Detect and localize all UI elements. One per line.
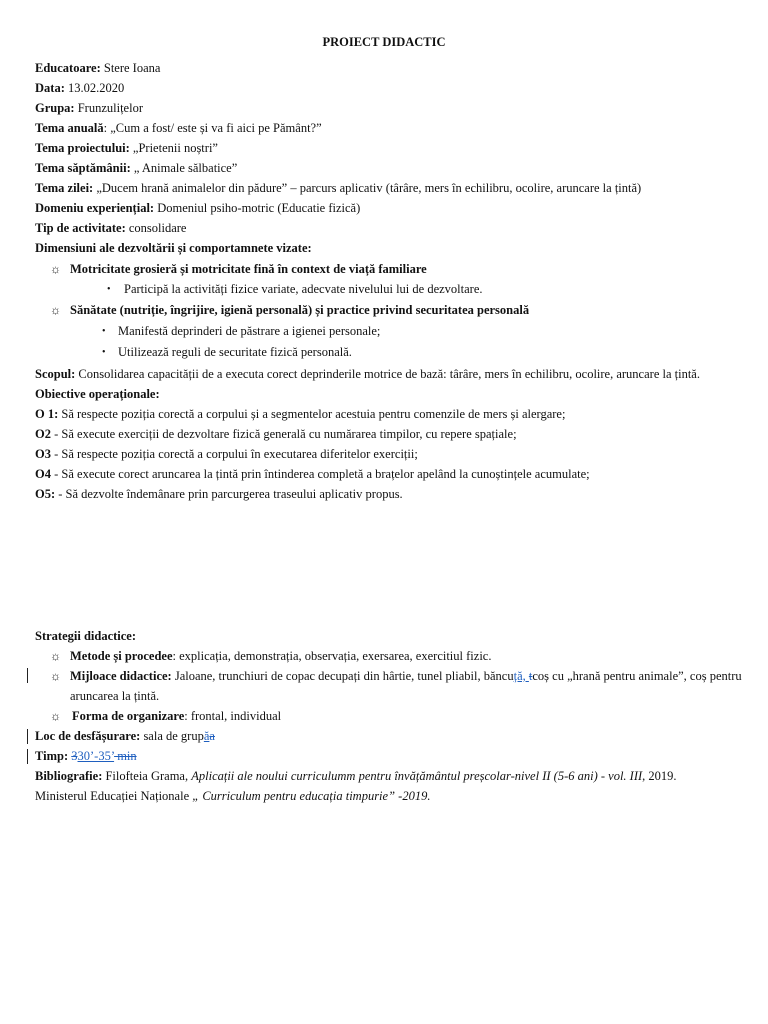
metode-value: : explicația, demonstrația, observația, exersarea, exercitiul fizic.	[172, 649, 492, 663]
obiectiv-code: O3	[35, 447, 51, 461]
tema-saptamana-label: Tema săptămânii:	[35, 161, 131, 175]
scop-label: Scopul:	[35, 367, 76, 381]
domeniu-label: Domeniu experiențial:	[35, 201, 155, 215]
deleted-text: t	[528, 669, 533, 683]
obiectiv-code: O5:	[35, 487, 56, 501]
domeniu-line	[35, 200, 745, 216]
sun-bullet-icon: ☼	[50, 709, 61, 723]
obiectiv-code: O2	[35, 427, 51, 441]
document-title: PROIECT DIDACTIC	[322, 35, 446, 49]
obiectiv-text: Să respecte poziția corectă a corpului și a segmentelor acestuia pentru comenzile de mers și alergare;	[58, 407, 566, 421]
inserted-text: 30	[77, 749, 90, 763]
data-line	[35, 80, 745, 96]
mijloace-line	[70, 668, 742, 684]
sun-bullet-icon: ☼	[50, 649, 61, 663]
bullet-icon: •	[102, 347, 106, 358]
data-label: Data:	[35, 81, 65, 95]
obiective-heading: Obiective operaționale:	[35, 387, 160, 401]
inserted-text: ’-35’	[90, 749, 115, 763]
tema-proiect-line	[35, 140, 745, 156]
mijloace-value: coș cu „hrană pentru animale”, coș pentru	[532, 669, 742, 683]
educatoare-label: Educatoare:	[35, 61, 101, 75]
data-value: 13.02.2020	[64, 81, 125, 95]
obiectiv-text: - Să execute exerciții de dezvoltare fizică generală cu numărarea timpilor, cu repere spațiale;	[50, 427, 517, 441]
dimensiuni-heading: Dimensiuni ale dezvoltării și comportamnete vizate:	[35, 241, 312, 255]
tema-saptamana-value: „ Animale sălbatice”	[130, 161, 238, 175]
mijloace-continuation: aruncarea la țintă.	[70, 689, 160, 703]
dimensiune-bullet-2-2: Utilizează reguli de securitate fizică personală.	[118, 345, 352, 359]
obiectiv-line	[35, 486, 745, 502]
metode-line	[70, 648, 491, 664]
obiectiv-line	[35, 426, 745, 442]
tema-anuala-label: Tema anuală	[35, 121, 104, 135]
deleted-text: min	[114, 749, 137, 763]
obiectiv-line	[35, 406, 745, 422]
obiectiv-text: - Să dezvolte îndemânare prin parcurgerea traseului aplicativ propus.	[55, 487, 403, 501]
bibliografie-author: Ministerul Educației Naționale	[35, 789, 193, 803]
tema-zilei-line	[35, 180, 745, 196]
bibliografie-label: Bibliografie:	[35, 769, 103, 783]
loc-value: sala de grup	[140, 729, 204, 743]
tema-proiect-value: „Prietenii noștri”	[129, 141, 218, 155]
educatoare-value: Stere Ioana	[100, 61, 161, 75]
domeniu-value: Domeniul psiho-motric (Educatie fizică)	[154, 201, 361, 215]
dimensiune-label-1: Motricitate grosieră și motricitate fină în context de viață familiare	[70, 262, 427, 276]
inserted-text: ță,	[513, 669, 529, 683]
scop-value: Consolidarea capacității de a executa corect deprinderile motrice de bază: târâre, mers în echilibru, ocolire, aruncare la țintă.	[75, 367, 700, 381]
obiectiv-code: O4	[35, 467, 51, 481]
obiectiv-line	[35, 466, 745, 482]
grupa-line	[35, 100, 745, 116]
tema-proiect-label: Tema proiectului:	[35, 141, 130, 155]
bibliografie-title: Aplicații ale noului curriculumm pentru învățământul preșcolar-nivel II (5-6 ani) - vol. III	[191, 769, 643, 783]
bibliografie-value: Filofteia Grama,	[102, 769, 192, 783]
loc-label: Loc de desfășurare:	[35, 729, 141, 743]
timp-line	[35, 748, 745, 764]
strategii-heading: Strategii didactice:	[35, 629, 137, 643]
timp-label: Timp:	[35, 749, 69, 763]
sun-bullet-icon: ☼	[50, 669, 61, 683]
tema-anuala-value: : „Cum a fost/ este și va fi aici pe Pământ?”	[103, 121, 322, 135]
tema-saptamana-line	[35, 160, 745, 176]
scop-line	[35, 366, 745, 382]
bullet-icon: •	[107, 284, 111, 295]
dimensiune-label-2: Sănătate (nutriție, îngrijire, igienă personală) și practice privind securitatea personală	[70, 303, 530, 317]
forma-value: : frontal, individual	[184, 709, 282, 723]
loc-line	[35, 728, 745, 744]
bibliografie-value: , 2019.	[642, 769, 677, 783]
tema-zilei-value: „Ducem hrană animalelor din pădure” – parcurs aplicativ (târâre, mers în echilibru, ocolire, aruncare la țintă)	[93, 181, 642, 195]
metode-label: Metode și procedee	[70, 649, 173, 663]
revision-change-bar	[27, 668, 28, 683]
deleted-text: a	[209, 729, 215, 743]
bibliografie-line	[35, 768, 745, 784]
tip-activitate-value: consolidare	[125, 221, 187, 235]
obiectiv-text: - Să execute corect aruncarea la țintă prin întinderea completă a brațelor apelând la cunoștințele acumulate;	[50, 467, 590, 481]
revision-change-bar	[27, 729, 28, 744]
mijloace-value: Jaloane, trunchiuri de copac decupați din hârtie, tunel pliabil, băncu	[171, 669, 514, 683]
bullet-icon: •	[102, 326, 106, 337]
dimensiune-bullet-2-1: Manifestă deprinderi de păstrare a igienei personale;	[118, 324, 381, 338]
tema-zilei-label: Tema zilei:	[35, 181, 94, 195]
obiectiv-text: - Să respecte poziția corectă a corpului în executarea diferitelor exerciții;	[50, 447, 418, 461]
bibliografie-line-2	[35, 788, 745, 804]
obiectiv-line	[35, 446, 745, 462]
obiectiv-code: O 1:	[35, 407, 59, 421]
revision-change-bar	[27, 749, 28, 764]
grupa-label: Grupa:	[35, 101, 75, 115]
tip-activitate-label: Tip de activitate:	[35, 221, 126, 235]
deleted-text: 3	[71, 749, 78, 763]
dimensiune-bullet-1-1: Participă la activități fizice variate, adecvate nivelului lui de dezvoltare.	[124, 282, 483, 296]
inserted-text: ă	[203, 729, 210, 743]
educatoare-line	[35, 60, 745, 76]
tema-anuala-line	[35, 120, 745, 136]
bibliografie-title: „ Curriculum pentru educația timpurie” -2019.	[192, 789, 431, 803]
sun-bullet-icon: ☼	[50, 303, 61, 317]
sun-bullet-icon: ☼	[50, 262, 61, 276]
grupa-value: Frunzulițelor	[74, 101, 143, 115]
forma-line	[72, 708, 281, 724]
tip-activitate-line	[35, 220, 745, 236]
forma-label: Forma de organizare	[72, 709, 185, 723]
mijloace-label: Mijloace didactice:	[70, 669, 172, 683]
